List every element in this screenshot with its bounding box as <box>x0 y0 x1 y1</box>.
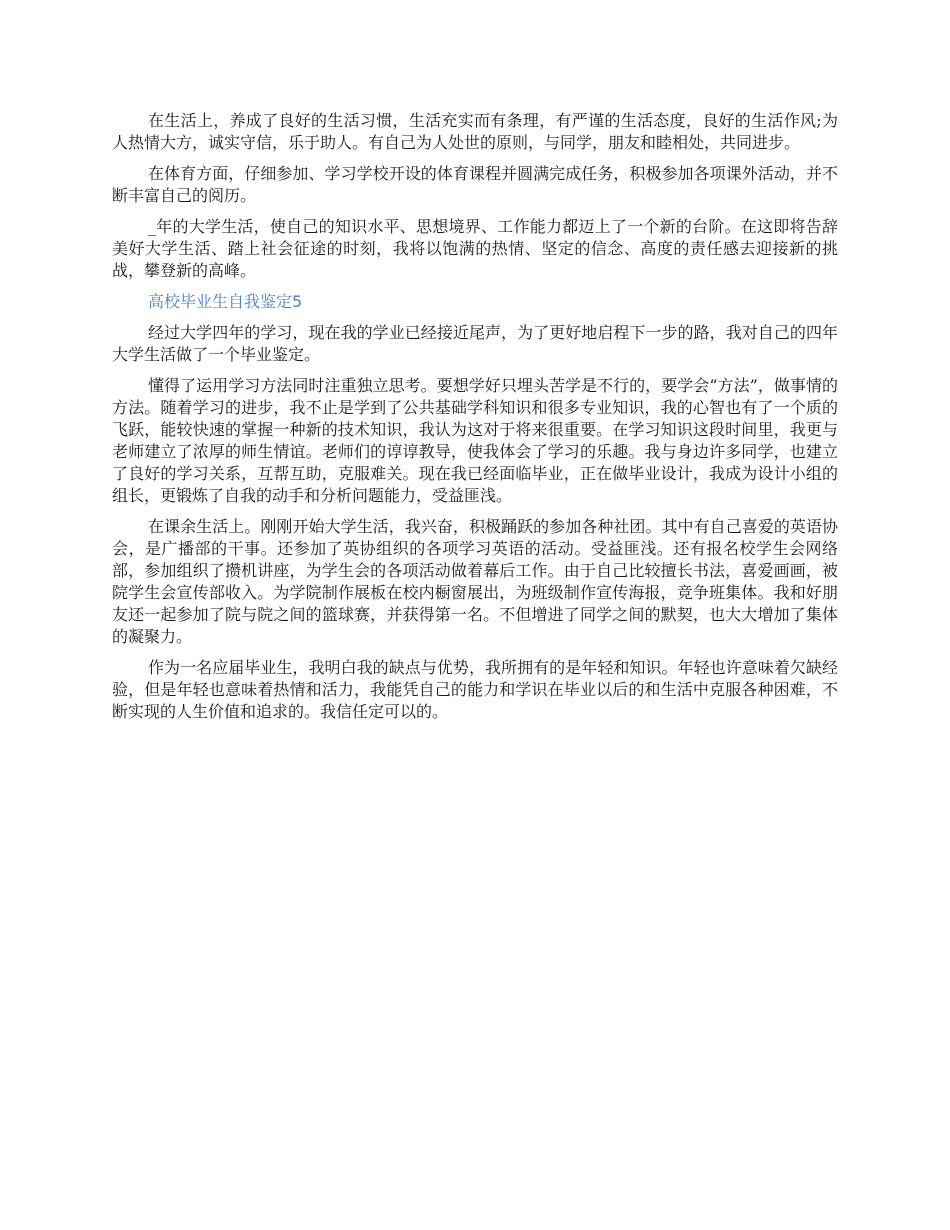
paragraph-conclusion: 作为一名应届毕业生，我明白我的缺点与优势，我所拥有的是年轻和知识。年轻也许意味着欠缺经验，但是年轻也意味着热情和活力，我能凭自己的能力和学识在毕业以后的和生活中克服各种困难，不断实现的人生价值和追求的。我信任定可以的。 <box>112 658 838 721</box>
paragraph-study-methods: 懂得了运用学习方法同时注重独立思考。要想学好只埋头苦学是不行的，要学会“方法”，做事情的方法。随着学习的进步，我不止是学到了公共基础学科知识和很多专业知识，我的心智也有了一个质的飞跃，能较快速的掌握一种新的技术知识，我认为这对于将来很重要。在学习知识这段时间里，我更与老师建立了浓厚的师生情谊。老师们的谆谆教导，使我体会了学习的乐趣。我与身边许多同学，也建立了良好的学习关系，互帮互助，克服难关。现在我已经面临毕业，正在做毕业设计，我成为设计小组的组长，更锻炼了自我的动手和分析问题能力，受益匪浅。 <box>112 376 838 505</box>
paragraph-daily-life: 在生活上，养成了良好的生活习惯，生活充实而有条理，有严谨的生活态度，良好的生活作风;为人热情大方，诚实守信，乐于助人。有自己为人处世的原则，与同学，朋友和睦相处，共同进步。 <box>112 111 838 152</box>
section-heading: 高校毕业生自我鉴定5 <box>148 292 303 311</box>
document-page <box>112 110 838 732</box>
paragraph-sports: 在体育方面，仔细参加、学习学校开设的体育课程并圆满完成任务，积极参加各项课外活动，并不断丰富自己的阅历。 <box>112 164 838 205</box>
paragraph-intro: 经过大学四年的学习，现在我的学业已经接近尾声，为了更好地启程下一步的路，我对自己的四年大学生活做了一个毕业鉴定。 <box>112 323 838 364</box>
paragraph-university-summary: _年的大学生活，使自己的知识水平、思想境界、工作能力都迈上了一个新的台阶。在这即将告辞美好大学生活、踏上社会征途的时刻，我将以饱满的热情、坚定的信念、高度的责任感去迎接新的挑战，攀登新的高峰。 <box>112 217 838 280</box>
paragraph-extracurricular: 在课余生活上。刚刚开始大学生活，我兴奋，积极踊跃的参加各种社团。其中有自己喜爱的英语协会，是广播部的干事。还参加了英协组织的各项学习英语的活动。受益匪浅。还有报名校学生会网络部，参加组织了攒机讲座，为学生会的各项活动做着幕后工作。由于自己比较擅长书法，喜爱画画，被院学生会宣传部收入。为学院制作展板在校内橱窗展出，为班级制作宣传海报，竞争班集体。我和好朋友还一起参加了院与院之间的篮球赛，并获得第一名。不但增进了同学之间的默契，也大大增加了集体的凝聚力。 <box>112 517 838 646</box>
